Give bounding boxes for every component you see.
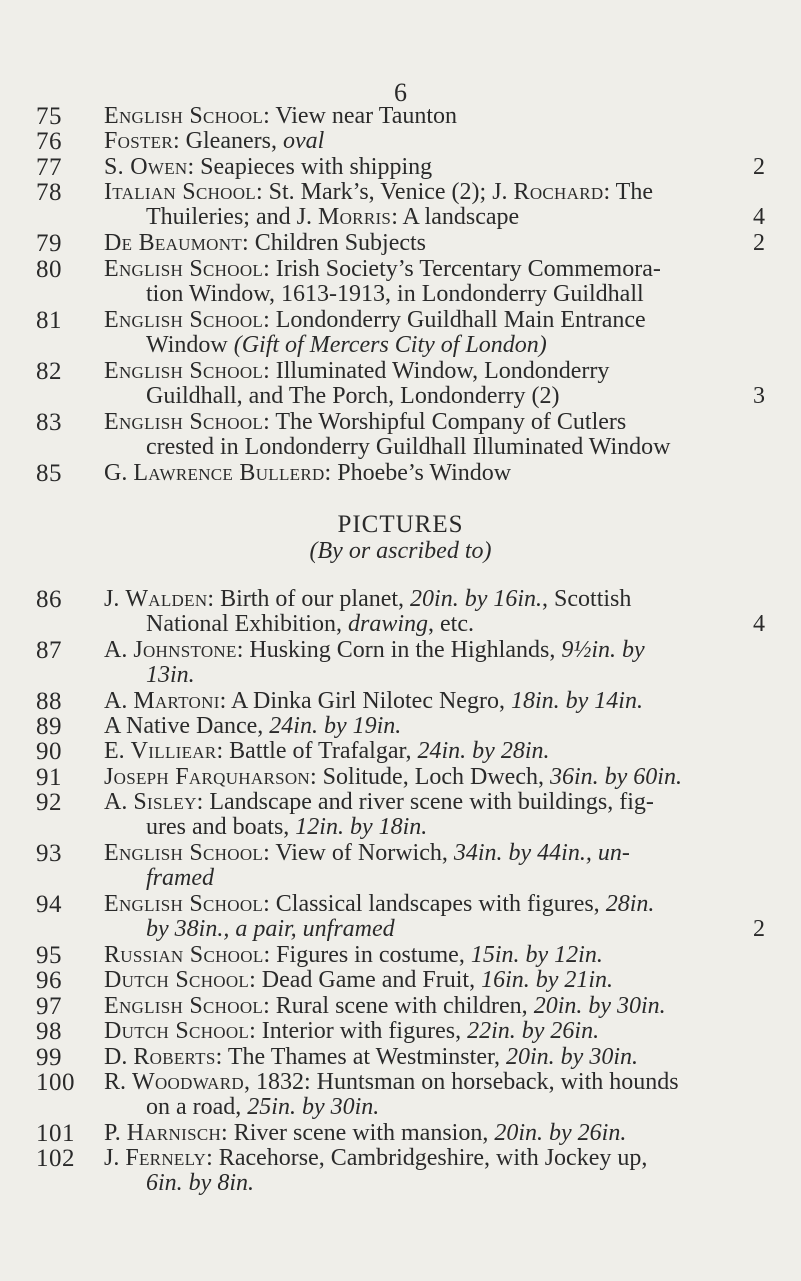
lot-line — [104, 231, 765, 256]
text-segment: : A Dinka Girl Nilotec Negro, — [219, 688, 511, 714]
italic-text: 15in. by 12in. — [470, 942, 603, 968]
artist-name: Italian School — [104, 179, 256, 205]
lot-quantity: 2 — [753, 916, 765, 942]
artist-name: Johnstone — [133, 637, 237, 663]
italic-text: by 38in., a pair, unframed — [146, 916, 395, 942]
lot-description — [104, 104, 765, 129]
text-segment: : Illuminated Window, Londonderry — [263, 358, 610, 384]
italic-text: 36in. by 60in. — [549, 764, 682, 790]
italic-text: oval — [282, 128, 325, 154]
artist-name: English School — [104, 993, 264, 1019]
lot-line — [104, 917, 765, 942]
lot-description — [104, 308, 765, 358]
lot-line — [104, 994, 765, 1019]
lot-line — [104, 1146, 765, 1171]
lot-line — [104, 663, 765, 688]
lot-number: 79 — [36, 230, 62, 257]
text-segment: : Londonderry Guildhall Main Entrance — [263, 307, 646, 333]
lot-number: 102 — [36, 1145, 75, 1172]
lot-number: 96 — [36, 967, 62, 994]
text-segment: : Rural scene with children, — [263, 993, 534, 1019]
lot-line — [104, 841, 765, 866]
lot-line — [104, 1019, 765, 1044]
text-segment: A. — [104, 789, 134, 815]
lot-line — [104, 1070, 765, 1095]
lot-number: 76 — [36, 128, 62, 155]
lot-description — [104, 155, 765, 180]
lot-line — [104, 892, 765, 917]
artist-name: Dutch School — [104, 967, 250, 993]
text-segment: , Scottish — [542, 586, 632, 612]
text-segment: Window — [146, 332, 234, 358]
text-segment: : Husking Corn in the Highlands, — [236, 637, 562, 663]
lot-description — [104, 841, 765, 891]
italic-text: 13in. — [146, 662, 195, 688]
lot-description — [104, 638, 765, 688]
lot-line — [104, 689, 765, 714]
text-segment: E. — [104, 738, 131, 764]
lot-description — [104, 968, 765, 993]
artist-name: Villiear — [130, 738, 217, 764]
text-segment: ures and boats, — [146, 814, 296, 840]
artist-name: Foster — [104, 128, 173, 154]
lot-line — [104, 461, 765, 486]
text-segment: Guildhall, and The Porch, Londonderry (2) — [146, 383, 560, 409]
lot-line — [104, 638, 765, 663]
lot-number: 95 — [36, 942, 62, 969]
artist-name: Russian School — [104, 942, 264, 968]
lot-description — [104, 587, 765, 637]
text-segment: A Native Dance, — [104, 713, 270, 739]
lot-description — [104, 1146, 765, 1196]
lot-line — [104, 739, 765, 764]
lot-line — [104, 384, 765, 409]
lot-line — [104, 1095, 765, 1120]
lot-description — [104, 1070, 765, 1120]
text-segment: : The — [603, 179, 653, 205]
text-segment: : Irish Society’s Tercentary Commemora- — [263, 256, 661, 282]
text-segment: J. — [104, 586, 126, 612]
text-segment: P. — [104, 1120, 127, 1146]
text-segment: : Phoebe’s Window — [324, 460, 512, 486]
lot-number: 89 — [36, 713, 62, 740]
lot-description — [104, 765, 765, 790]
italic-text: 16in. by 21in. — [481, 967, 614, 993]
text-segment: : Children Subjects — [242, 230, 427, 256]
lot-number: 82 — [36, 358, 62, 385]
lot-number: 86 — [36, 586, 62, 613]
lot-line — [104, 104, 765, 129]
text-segment: : Seapieces with shipping — [187, 154, 433, 180]
artist-name: De Beaumont — [104, 230, 243, 256]
italic-text: drawing — [347, 611, 428, 637]
artist-name: English School — [104, 103, 264, 129]
lot-number: 93 — [36, 840, 62, 867]
lot-description — [104, 689, 765, 714]
artist-name: Rochard — [513, 179, 604, 205]
page-number: 6 — [394, 78, 407, 107]
text-segment: , etc. — [428, 611, 474, 637]
lot-quantity: 2 — [753, 230, 765, 256]
text-segment: , 1832: Huntsman on horseback, with hounds — [243, 1069, 679, 1095]
text-segment: : Figures in costume, — [263, 942, 471, 968]
text-segment: : Solitude, Loch Dwech, — [310, 764, 550, 790]
lot-line — [104, 155, 765, 180]
text-segment: R. — [104, 1069, 133, 1095]
italic-text: 25in. by 30in. — [247, 1094, 380, 1120]
lot-line — [104, 435, 765, 460]
lot-number: 101 — [36, 1120, 75, 1147]
lot-line — [104, 129, 765, 154]
lot-description — [104, 1045, 765, 1070]
artist-name: S. Owen — [104, 154, 188, 180]
lot-line — [104, 333, 765, 358]
section-subheading: (By or ascribed to) — [309, 538, 492, 564]
lot-quantity: 4 — [753, 611, 765, 637]
lot-line — [104, 765, 765, 790]
text-segment: : Landscape and river scene with buildings, fig- — [196, 789, 654, 815]
artist-name: English School — [104, 358, 264, 384]
lot-description — [104, 892, 765, 942]
italic-text: 12in. by 18in. — [295, 814, 428, 840]
italic-text: 20in. by 26in. — [494, 1120, 627, 1146]
italic-text: 20in. by 30in. — [506, 1044, 638, 1070]
text-segment: National Exhibition, — [146, 611, 348, 637]
lot-description — [104, 359, 765, 409]
italic-text: framed — [146, 865, 214, 891]
text-segment: : Battle of Trafalgar, — [216, 738, 418, 764]
text-segment: tion Window, 1613-1913, in Londonderry Guildhall — [146, 281, 644, 307]
lot-description — [104, 1019, 765, 1044]
lot-line — [104, 308, 765, 333]
lot-description — [104, 129, 765, 154]
lot-description — [104, 257, 765, 307]
artist-name: English School — [104, 840, 264, 866]
lot-line — [104, 968, 765, 993]
italic-text: 22in. by 26in. — [467, 1018, 600, 1044]
lot-number: 87 — [36, 637, 62, 664]
text-segment: D. — [104, 1044, 134, 1070]
lot-line — [104, 815, 765, 840]
lot-quantity: 3 — [753, 383, 765, 409]
lot-line — [104, 205, 765, 230]
text-segment: : The Worshipful Company of Cutlers — [263, 409, 627, 435]
artist-name: Morris — [317, 204, 392, 230]
lot-line — [104, 1171, 765, 1196]
lot-line — [104, 943, 765, 968]
artist-name: Fernely — [125, 1145, 207, 1171]
italic-text: 9½in. by — [561, 637, 645, 663]
text-segment: : Birth of our planet, — [207, 586, 411, 612]
lot-line — [104, 257, 765, 282]
text-segment: crested in Londonderry Guildhall Illuminated Window — [146, 434, 671, 460]
artist-name: Roberts — [133, 1044, 216, 1070]
text-segment: on a road, — [146, 1094, 248, 1120]
text-segment: : Dead Game and Fruit, — [249, 967, 482, 993]
lot-number: 80 — [36, 256, 62, 283]
lot-line — [104, 587, 765, 612]
artist-name: English School — [104, 307, 264, 333]
lot-number: 97 — [36, 993, 62, 1020]
lot-number: 83 — [36, 409, 62, 436]
lot-number: 91 — [36, 764, 62, 791]
lot-description — [104, 461, 765, 486]
lot-quantity: 2 — [753, 154, 765, 180]
italic-text: 34in. by 44in., un- — [453, 840, 630, 866]
lot-description — [104, 994, 765, 1019]
lot-line — [104, 714, 765, 739]
lot-line — [104, 1045, 765, 1070]
lot-line — [104, 410, 765, 435]
italic-text: 20in. by 30in. — [533, 993, 666, 1019]
artist-name: English School — [104, 256, 264, 282]
lot-number: 94 — [36, 891, 62, 918]
lot-number: 85 — [36, 460, 62, 487]
lot-number: 92 — [36, 789, 62, 816]
text-segment: : Racehorse, Cambridgeshire, with Jockey up, — [206, 1145, 648, 1171]
lot-line — [104, 359, 765, 384]
italic-text: 24in. by 28in. — [417, 738, 550, 764]
artist-name: English School — [104, 409, 264, 435]
lot-number: 78 — [36, 179, 62, 206]
text-segment: A. — [104, 637, 134, 663]
text-segment: J. — [104, 1145, 126, 1171]
artist-name: Joseph Farquharson — [104, 764, 311, 790]
lot-line — [104, 1121, 765, 1146]
lot-number: 90 — [36, 738, 62, 765]
lot-line — [104, 612, 765, 637]
lot-number: 100 — [36, 1069, 75, 1096]
lot-line — [104, 866, 765, 891]
lot-number: 81 — [36, 307, 62, 334]
artist-name: Lawrence Bullerd — [133, 460, 325, 486]
italic-text: 18in. by 14in. — [510, 688, 643, 714]
lot-line — [104, 180, 765, 205]
text-segment: : The Thames at Westminster, — [215, 1044, 506, 1070]
lot-description — [104, 943, 765, 968]
artist-name: Walden — [125, 586, 208, 612]
italic-text: (Gift of Mercers City of London) — [233, 332, 547, 358]
lot-number: 77 — [36, 154, 62, 181]
text-segment: G. — [104, 460, 134, 486]
text-segment: : Gleaners, — [173, 128, 283, 154]
lot-line — [104, 790, 765, 815]
lot-description — [104, 1121, 765, 1146]
text-segment: : Interior with figures, — [249, 1018, 468, 1044]
lot-description — [104, 410, 765, 460]
italic-text: 28in. — [605, 891, 655, 917]
italic-text: 6in. by 8in. — [146, 1170, 254, 1196]
lot-number: 88 — [36, 688, 62, 715]
lot-number: 98 — [36, 1018, 62, 1045]
lot-description — [104, 790, 765, 840]
artist-name: English School — [104, 891, 264, 917]
lot-description — [104, 231, 765, 256]
section-heading: PICTURES — [337, 511, 464, 538]
text-segment: : St. Mark’s, Venice (2); J. — [256, 179, 514, 205]
lot-line — [104, 282, 765, 307]
text-segment: : View near Taunton — [263, 103, 458, 129]
artist-name: Dutch School — [104, 1018, 250, 1044]
italic-text: 20in. by 16in. — [410, 586, 543, 612]
lot-number: 75 — [36, 103, 62, 130]
lot-number: 99 — [36, 1044, 62, 1071]
text-segment: Thuileries; and J. — [146, 204, 318, 230]
lot-description — [104, 180, 765, 230]
lot-description — [104, 739, 765, 764]
lot-quantity: 4 — [753, 204, 765, 230]
text-segment: : A landscape — [391, 204, 520, 230]
lot-description — [104, 714, 765, 739]
text-segment: : Classical landscapes with figures, — [263, 891, 606, 917]
text-segment: : River scene with mansion, — [221, 1120, 495, 1146]
artist-name: Harnisch — [126, 1120, 222, 1146]
italic-text: 24in. by 19in. — [269, 713, 402, 739]
artist-name: Sisley — [133, 789, 197, 815]
text-segment: : View of Norwich, — [263, 840, 454, 866]
artist-name: Martoni — [133, 688, 220, 714]
text-segment: A. — [104, 688, 134, 714]
artist-name: Woodward — [132, 1069, 244, 1095]
